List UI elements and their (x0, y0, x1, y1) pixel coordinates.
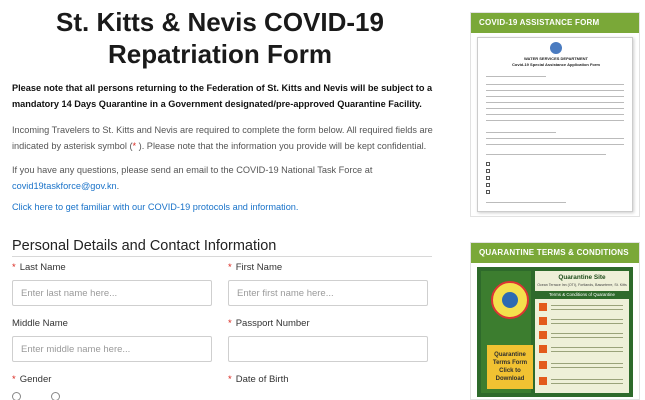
last-name-input[interactable] (12, 280, 212, 306)
doc-line (486, 154, 606, 155)
poster-step-badge (539, 317, 547, 325)
poster-text-line (551, 309, 623, 310)
poster-site-address: Ocean Terrace Inn (OTI), Fortlands, Basseterre, St. Kitts (537, 283, 627, 287)
poster-text-line (551, 333, 623, 334)
required-mark: * (12, 374, 16, 385)
page-title-line1: St. Kitts & Nevis COVID-19 (56, 7, 384, 37)
middle-name-label (12, 318, 68, 329)
date-of-birth-label-text: Date of Birth (235, 374, 289, 385)
assistance-form-card[interactable] (470, 12, 640, 217)
sidebar (470, 0, 640, 400)
doc-checkbox (486, 169, 490, 173)
poster-left-panel (481, 271, 531, 393)
contact-paragraph (12, 162, 442, 194)
gender-radio-option-2[interactable] (51, 392, 60, 400)
doc-line (486, 102, 624, 103)
poster-step-badge (539, 345, 547, 353)
instructions-paragraph (12, 122, 442, 154)
middle-name-label-text: Middle Name (12, 318, 68, 329)
doc-line (486, 114, 624, 115)
doc-checkbox (486, 190, 490, 194)
poster-text-line (551, 337, 623, 338)
gender-label (12, 374, 51, 385)
first-name-input[interactable] (228, 280, 428, 306)
assistance-form-thumbnail[interactable] (477, 37, 633, 212)
required-mark: * (228, 374, 232, 385)
doc-line (486, 144, 624, 145)
seal-center (502, 292, 518, 308)
doc-line (486, 120, 624, 121)
contact-text: If you have any questions, please send an email to the COVID-19 National Task Force at (12, 165, 373, 175)
doc-checkbox (486, 162, 490, 166)
doc-department: WATER SERVICES DEPARTMENT (523, 56, 588, 61)
poster-text-line (551, 383, 623, 384)
doc-line (486, 96, 624, 97)
download-terms-button[interactable]: Quarantine Terms Form Click to Download (487, 345, 533, 389)
poster-text-line (551, 319, 623, 320)
doc-checkbox (486, 183, 490, 187)
date-of-birth-label (228, 374, 289, 385)
doc-line (486, 90, 624, 91)
poster-right-panel (535, 271, 629, 393)
instructions-text-end: ). Please note that the information you provide will be kept confidential. (136, 141, 427, 151)
gender-radio-option-1[interactable] (12, 392, 21, 400)
gender-label-text: Gender (19, 374, 52, 385)
poster-step-badge (539, 361, 547, 369)
section-title: Personal Details and Contact Information (12, 238, 277, 254)
poster-text-line (551, 351, 623, 352)
required-mark: * (228, 318, 232, 329)
passport-number-label (228, 318, 310, 329)
doc-line (486, 202, 566, 203)
quarantine-terms-poster[interactable] (477, 267, 633, 397)
page-title-line2: Repatriation Form (108, 39, 332, 69)
instructions-text-start: Incoming Travelers to St. Kitts and Nevis are required to complete the form below. All required fields are indicated by asterisk symbol ( (12, 125, 433, 151)
poster-step-badge (539, 331, 547, 339)
taskforce-email-link[interactable]: covid19taskforce@gov.kn (12, 181, 117, 191)
quarantine-notice: Please note that all persons returning to the Federation of St. Kitts and Nevis will be subject to a mandatory 14 Days Quarantine in a Government designated/pre-approved Quarantine Facility. (12, 83, 433, 109)
quarantine-terms-header: QUARANTINE TERMS & CONDITIONS (471, 243, 639, 263)
doc-line (486, 84, 624, 85)
coat-of-arms-icon (550, 42, 562, 54)
poster-text-line (551, 347, 623, 348)
poster-text-line (551, 367, 623, 368)
last-name-label-text: Last Name (19, 262, 66, 273)
protocols-link[interactable]: Click here to get familiar with our COVID-19 protocols and information. (12, 202, 299, 212)
passport-number-input[interactable] (228, 336, 428, 362)
doc-title: Covid-19 Special Assistance Application Form (512, 62, 600, 67)
required-mark: * (12, 262, 16, 273)
first-name-label (228, 262, 282, 273)
poster-site-title: Quarantine Site (558, 274, 606, 281)
last-name-label (12, 262, 66, 273)
poster-text-line (551, 323, 623, 324)
passport-number-label-text: Passport Number (235, 318, 310, 329)
poster-text-line (551, 305, 623, 306)
poster-text-line (551, 379, 623, 380)
doc-line (486, 108, 624, 109)
first-name-label-text: First Name (235, 262, 283, 273)
doc-line (486, 76, 546, 77)
poster-step-badge (539, 377, 547, 385)
quarantine-terms-card[interactable] (470, 242, 640, 400)
required-mark: * (228, 262, 232, 273)
ministry-seal-icon (491, 281, 529, 319)
doc-line (486, 132, 556, 133)
poster-step-badge (539, 303, 547, 311)
middle-name-input[interactable] (12, 336, 212, 362)
contact-text-end: . (116, 181, 120, 191)
doc-line (486, 138, 624, 139)
assistance-form-header: COVID-19 ASSISTANCE FORM (471, 13, 639, 33)
doc-checkbox (486, 176, 490, 180)
gender-radio-group (12, 392, 60, 400)
poster-terms-band: Terms & Conditions of Quarantine (535, 291, 629, 299)
poster-text-line (551, 363, 623, 364)
required-asterisk-symbol: * (132, 141, 137, 151)
section-divider (12, 256, 432, 257)
